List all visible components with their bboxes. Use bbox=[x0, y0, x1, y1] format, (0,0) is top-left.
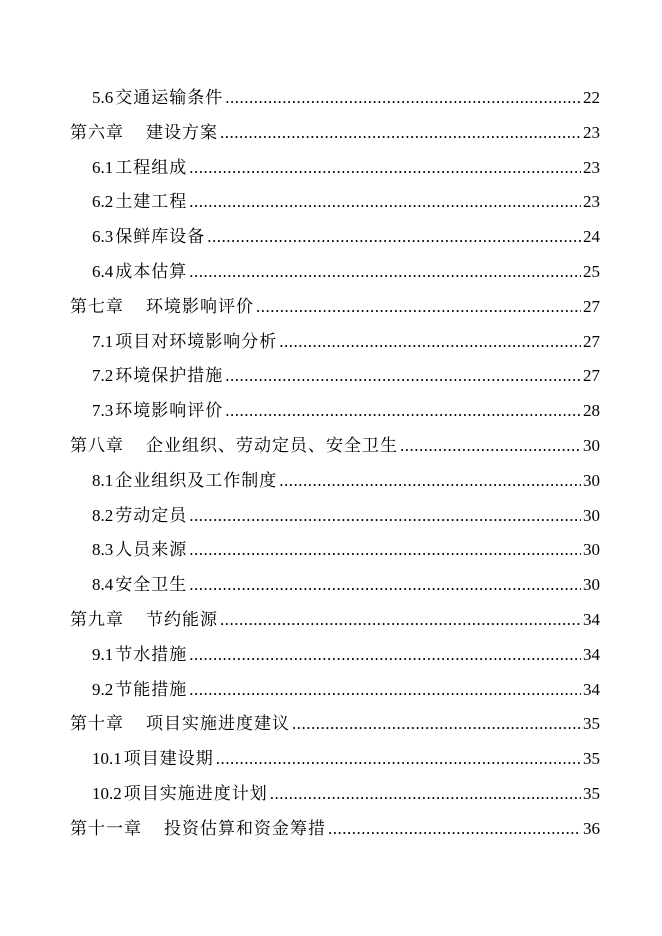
toc-entry-number: 5.6 bbox=[92, 88, 114, 107]
dot-leader bbox=[189, 533, 581, 568]
toc-entry-number: 6.3 bbox=[92, 227, 114, 247]
dot-leader bbox=[216, 742, 581, 777]
dot-leader bbox=[207, 220, 581, 255]
toc-entry-10-1[interactable] bbox=[70, 742, 600, 777]
toc-entry-10-2[interactable] bbox=[70, 777, 600, 812]
dot-leader bbox=[225, 81, 581, 116]
toc-entry-7-3[interactable] bbox=[70, 394, 600, 429]
toc-entry-title: 建设方案 bbox=[146, 122, 218, 143]
dot-leader bbox=[189, 638, 581, 673]
toc-entry-title: 成本估算 bbox=[115, 261, 188, 282]
toc-chapter-number: 第七章 bbox=[70, 296, 124, 317]
toc-entry-page: 28 bbox=[583, 401, 600, 421]
toc-chapter-number: 第六章 bbox=[70, 122, 124, 143]
toc-entry-page: 35 bbox=[583, 749, 600, 769]
toc-entry-label bbox=[70, 429, 398, 464]
toc-chapter-7[interactable] bbox=[70, 290, 600, 325]
toc-chapter-11[interactable] bbox=[70, 812, 600, 847]
toc-entry-page: 23 bbox=[583, 157, 600, 177]
toc-entry-title: 劳动定员 bbox=[115, 505, 188, 526]
toc-entry-8-4[interactable] bbox=[70, 568, 600, 603]
toc-chapter-9[interactable] bbox=[70, 603, 600, 638]
toc-entry-page: 35 bbox=[583, 783, 600, 803]
dot-leader bbox=[220, 603, 581, 638]
toc-entry-label bbox=[92, 499, 187, 534]
dot-leader bbox=[328, 812, 581, 847]
toc-entry-title: 企业组织、劳动定员、安全卫生 bbox=[146, 435, 398, 456]
toc-entry-7-1[interactable] bbox=[70, 325, 600, 360]
toc-entry-label bbox=[92, 568, 187, 603]
toc-entry-label bbox=[92, 464, 277, 499]
toc-entry-label bbox=[92, 255, 187, 290]
toc-entry-page: 22 bbox=[583, 88, 600, 107]
toc-entry-number: 8.2 bbox=[92, 505, 114, 525]
toc-entry-title: 人员来源 bbox=[115, 540, 188, 561]
toc-entry-title: 环境保护措施 bbox=[115, 366, 224, 387]
dot-leader bbox=[292, 707, 581, 742]
toc-entry-label bbox=[92, 81, 223, 116]
toc-entry-number: 7.1 bbox=[92, 331, 114, 351]
toc-entry-label bbox=[92, 742, 214, 777]
toc-entry-label bbox=[92, 394, 223, 429]
dot-leader bbox=[189, 151, 581, 186]
toc-entry-title: 环境影响评价 bbox=[146, 296, 254, 317]
toc-entry-9-1[interactable] bbox=[70, 638, 600, 673]
toc-entry-title: 环境影响评价 bbox=[115, 401, 224, 422]
toc-entry-9-2[interactable] bbox=[70, 673, 600, 708]
toc-entry-8-3[interactable] bbox=[70, 533, 600, 568]
toc-entry-title: 节能措施 bbox=[115, 679, 188, 700]
toc-entry-page: 35 bbox=[583, 714, 600, 734]
toc-entry-page: 34 bbox=[583, 609, 600, 629]
toc-entry-page: 24 bbox=[583, 227, 600, 247]
toc-entry-page: 34 bbox=[583, 679, 600, 699]
dot-leader bbox=[189, 499, 581, 534]
toc-entry-label bbox=[92, 220, 205, 255]
toc-entry-label bbox=[70, 116, 218, 151]
toc-entry-title: 节水措施 bbox=[115, 644, 188, 665]
toc-entry-label bbox=[92, 325, 277, 360]
toc-entry-number: 8.4 bbox=[92, 575, 114, 595]
toc-entry-5-6[interactable] bbox=[70, 81, 600, 116]
toc-entry-title: 节约能源 bbox=[146, 609, 218, 630]
toc-entry-title: 项目实施进度计划 bbox=[123, 783, 268, 804]
toc-chapter-10[interactable] bbox=[70, 707, 600, 742]
toc-entry-8-2[interactable] bbox=[70, 499, 600, 534]
dot-leader bbox=[400, 429, 581, 464]
dot-leader bbox=[256, 290, 581, 325]
toc-entry-title: 保鲜库设备 bbox=[115, 227, 206, 248]
toc-entry-label bbox=[92, 185, 187, 220]
toc-entry-6-1[interactable] bbox=[70, 151, 600, 186]
toc-entry-page: 27 bbox=[583, 366, 600, 386]
toc-entry-title: 土建工程 bbox=[115, 192, 188, 213]
toc-entry-page: 30 bbox=[583, 505, 600, 525]
toc-entry-title: 工程组成 bbox=[115, 157, 188, 178]
toc-entry-number: 8.1 bbox=[92, 470, 114, 490]
toc-entry-number: 10.1 bbox=[92, 749, 122, 769]
toc-entry-page: 27 bbox=[583, 296, 600, 316]
dot-leader bbox=[189, 255, 581, 290]
toc-entry-title: 安全卫生 bbox=[115, 575, 188, 596]
toc-entry-page: 23 bbox=[583, 122, 600, 142]
toc-entry-page: 30 bbox=[583, 435, 600, 455]
toc-entry-label bbox=[92, 638, 187, 673]
toc-entry-label bbox=[70, 290, 254, 325]
toc-entry-title: 交通运输条件 bbox=[115, 88, 224, 108]
toc-entry-page: 34 bbox=[583, 644, 600, 664]
dot-leader bbox=[189, 673, 581, 708]
toc-chapter-number: 第十一章 bbox=[70, 818, 142, 839]
dot-leader bbox=[225, 394, 581, 429]
toc-entry-label bbox=[92, 151, 187, 186]
toc-entry-number: 7.2 bbox=[92, 366, 114, 386]
toc-entry-6-2[interactable] bbox=[70, 185, 600, 220]
toc-entry-label bbox=[92, 359, 223, 394]
toc-entry-label bbox=[70, 603, 218, 638]
toc-entry-title: 企业组织及工作制度 bbox=[115, 470, 278, 491]
toc-entry-page: 30 bbox=[583, 540, 600, 560]
dot-leader bbox=[220, 116, 581, 151]
toc-entry-label bbox=[70, 707, 290, 742]
toc-entry-page: 30 bbox=[583, 470, 600, 490]
toc-entry-title: 项目实施进度建议 bbox=[146, 714, 290, 735]
toc-entry-page: 23 bbox=[583, 192, 600, 212]
toc-entry-label bbox=[70, 812, 326, 847]
toc-entry-8-1[interactable] bbox=[70, 464, 600, 499]
toc-entry-6-3[interactable] bbox=[70, 220, 600, 255]
toc-chapter-number: 第八章 bbox=[70, 435, 124, 456]
toc-entry-title: 项目建设期 bbox=[123, 749, 214, 770]
toc-entry-page: 27 bbox=[583, 331, 600, 351]
toc-entry-number: 10.2 bbox=[92, 783, 122, 803]
dot-leader bbox=[189, 568, 581, 603]
toc-entry-7-2[interactable] bbox=[70, 359, 600, 394]
toc-entry-number: 8.3 bbox=[92, 540, 114, 560]
toc-entry-number: 6.4 bbox=[92, 261, 114, 281]
toc-entry-number: 7.3 bbox=[92, 401, 114, 421]
toc-entry-label bbox=[92, 673, 187, 708]
toc-entry-label bbox=[92, 777, 268, 812]
dot-leader bbox=[279, 464, 581, 499]
toc-entry-number: 9.2 bbox=[92, 679, 114, 699]
dot-leader bbox=[189, 185, 581, 220]
toc-entry-number: 6.1 bbox=[92, 157, 114, 177]
toc-chapter-6[interactable] bbox=[70, 116, 600, 151]
toc-entry-label bbox=[92, 533, 187, 568]
toc-chapter-number: 第十章 bbox=[70, 714, 124, 735]
dot-leader bbox=[225, 359, 581, 394]
toc-entry-6-4[interactable] bbox=[70, 255, 600, 290]
toc-entry-title: 投资估算和资金筹措 bbox=[164, 818, 326, 839]
toc-entry-page: 30 bbox=[583, 575, 600, 595]
toc-entry-title: 项目对环境影响分析 bbox=[115, 331, 278, 352]
toc-chapter-8[interactable] bbox=[70, 429, 600, 464]
toc-entry-page: 25 bbox=[583, 261, 600, 281]
toc-entry-page: 36 bbox=[583, 818, 600, 838]
toc-entry-number: 9.1 bbox=[92, 644, 114, 664]
toc-entry-number: 6.2 bbox=[92, 192, 114, 212]
table-of-contents bbox=[70, 81, 600, 847]
dot-leader bbox=[279, 325, 581, 360]
toc-chapter-number: 第九章 bbox=[70, 609, 124, 630]
dot-leader bbox=[270, 777, 581, 812]
